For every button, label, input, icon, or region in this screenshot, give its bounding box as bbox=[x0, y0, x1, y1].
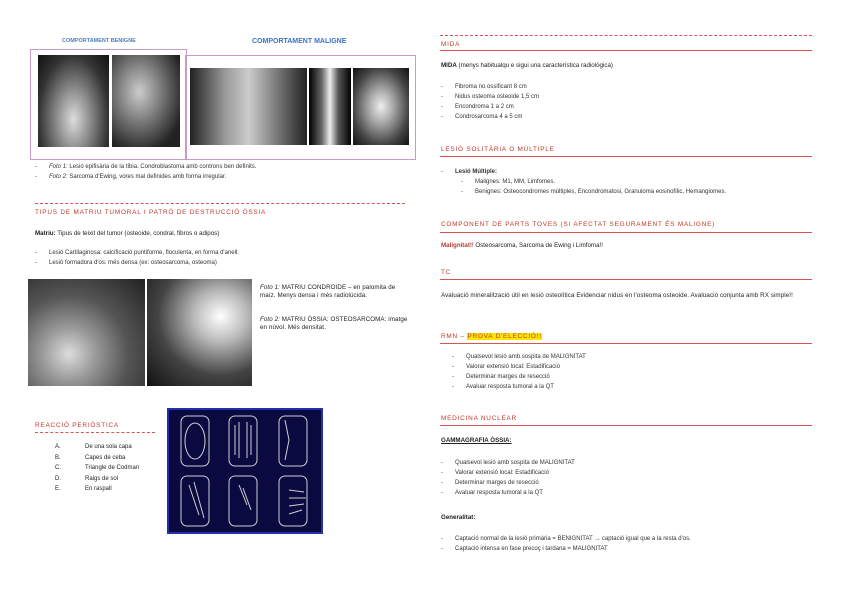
malign-title: COMPORTAMENT MALIGNE bbox=[252, 38, 347, 45]
periosteal-item: E. En raspall bbox=[55, 486, 112, 492]
mida-header: MIDA bbox=[441, 41, 461, 48]
gamma-item: - Determinar marges de resecció bbox=[441, 478, 811, 488]
gamma-list bbox=[441, 458, 811, 498]
gen-item: - Captació normal de la lesió primària = BENIGNITAT → captació igual que a la resta d'os. bbox=[441, 534, 811, 544]
tc-header: TC bbox=[441, 269, 452, 276]
gen-title: Generalitat: bbox=[441, 514, 476, 521]
rmn-item: - Determinar marges de resecció bbox=[452, 372, 812, 382]
tc-text: Avaluació mineralització útil en lesió osteolítica Evidenciar nidus en l'osteoma osteoide. Avaluació conjunta amb RX simple!! bbox=[441, 292, 793, 299]
matrix-header: TIPUS DE MATRIU TUMORAL I PATRÓ DE DESTRUCCIÓ ÒSSIA bbox=[35, 209, 267, 216]
lesio-rule bbox=[440, 156, 812, 157]
periosteal-item: D. Raigs de sol bbox=[55, 475, 119, 482]
xray-tibia-malign bbox=[190, 68, 307, 145]
photo-captions bbox=[35, 162, 405, 182]
gen-list bbox=[441, 534, 811, 554]
lesio-header: LESIÓ SOLITÀRIA O MÚLTIPLE bbox=[441, 146, 555, 153]
rmn-item: - Valorar extensió local: Estadificació bbox=[452, 362, 812, 372]
xray-knee-ap bbox=[38, 55, 109, 147]
lesio-list bbox=[441, 167, 811, 177]
mri-femur bbox=[309, 68, 351, 145]
xray-condroid-matrix bbox=[28, 279, 145, 386]
lesio-sub-item: - Malignes: M1, MM, Limfomes. bbox=[461, 177, 811, 187]
rmn-rule bbox=[440, 343, 812, 344]
behaviour-figure bbox=[30, 36, 415, 158]
matrix-item: - Lesió Cartilaginosa: calcificació puntiforme, floculenta, en forma d'anell. bbox=[35, 248, 405, 258]
rmn-header: RMN – PROVA D'ELECCIÓ!! bbox=[441, 333, 542, 340]
periosteal-item: B. Capes de ceba bbox=[55, 454, 126, 461]
caption-1: - Foto 1: Lesió epifisària de la tíbia. Condroblastoma amb controns ben definits. bbox=[35, 162, 405, 172]
parts-text: Malignitat!! Osteosarcoma, Sarcoma de Ewing i Limfoma!! bbox=[441, 242, 603, 249]
periosteal-item: C. Triangle de Codman bbox=[55, 465, 140, 471]
rmn-item: - Avaluar resposta tumoral a la QT bbox=[452, 382, 812, 392]
gamma-title: GAMMAGRAFIA ÒSSIA: bbox=[441, 437, 512, 444]
parts-header: COMPONENT DE PARTS TOVES (SI AFECTAT SEGURAMENT ÉS MALIGNE) bbox=[441, 221, 716, 228]
mida-rule-top bbox=[440, 35, 812, 36]
gamma-item: - Valorar extensió local: Estadificació bbox=[441, 468, 811, 478]
matrix-definition: Matriu: Tipus de teixit del tumor (osteoide, condral, fibros o adipos) bbox=[35, 230, 220, 237]
gen-item: - Captació intensa en fase precoç i tardana = MALIGNITAT bbox=[441, 544, 811, 554]
matrix-item: - Lesió formadora d'os: més densa (ex: osteosarcoma, osteoma) bbox=[35, 258, 405, 268]
mida-item: - Encondroma 1 a 2 cm bbox=[441, 102, 801, 112]
mida-item: - Condrosarcoma 4 a 5 cm bbox=[441, 112, 801, 122]
mida-item: - Nidus osteoma osteoide 1,5 cm bbox=[441, 92, 801, 102]
periosteal-item: A. De una sola capa bbox=[55, 444, 132, 450]
mida-item: - Fibroma no ossificant 8 cm bbox=[441, 82, 801, 92]
matrix-rule bbox=[35, 203, 405, 204]
periosteal-list bbox=[55, 442, 139, 495]
gamma-item: - Qualsevol lesió amb sospita de MALIGNITAT bbox=[441, 458, 811, 468]
xray-osseous-matrix bbox=[147, 279, 252, 386]
lesio-sub-item: - Benignes: Osteocondromes múltiples, Encondromatosi, Granuloma eosinofílic, Hemangiomes. bbox=[461, 187, 811, 197]
matrix-list bbox=[35, 248, 405, 268]
lesio-sublist bbox=[461, 177, 811, 197]
xray-knee-tumor bbox=[353, 68, 409, 145]
mn-rule bbox=[440, 425, 812, 426]
caption-2: - Foto 2: Sarcoma d'Ewing, vores mal definides amb forma irregular. bbox=[35, 172, 405, 182]
rmn-list bbox=[452, 352, 812, 392]
xray-knee-lateral bbox=[112, 55, 180, 147]
parts-rule bbox=[440, 232, 812, 233]
gamma-item: - Avaluar resposta tumoral a la QT bbox=[441, 488, 811, 498]
periosteal-header: REACCIÓ PERIÒSTICA bbox=[35, 422, 119, 429]
mida-definition: MIDA (menys habitualqu e sigui una característica radiològica) bbox=[441, 62, 613, 69]
mn-header: MEDICINA NUCLEAR bbox=[441, 415, 518, 422]
rmn-item: - Qualsevol lesió amb sospita de MALIGNITAT bbox=[452, 352, 812, 362]
benign-title: COMPORTAMENT BENIGNE bbox=[62, 38, 136, 44]
foto2-note: Foto 2: MATRIU ÒSSIA: OSTEOSARCOMA: imatge en núvol. Més densitat. bbox=[260, 316, 408, 331]
tc-rule bbox=[440, 279, 812, 280]
periosteal-diagram-svg bbox=[169, 410, 321, 532]
foto1-note: Foto 1: MATRIU CONDROIDE – en palomita de maíz. Menys densa i més radiolúcida. bbox=[260, 284, 396, 299]
lesio-title: - Lesió Múltiple: bbox=[441, 167, 811, 177]
periosteal-rule bbox=[35, 432, 155, 433]
periosteal-diagram bbox=[167, 408, 323, 534]
mida-rule bbox=[440, 50, 812, 51]
mida-list bbox=[441, 82, 801, 122]
